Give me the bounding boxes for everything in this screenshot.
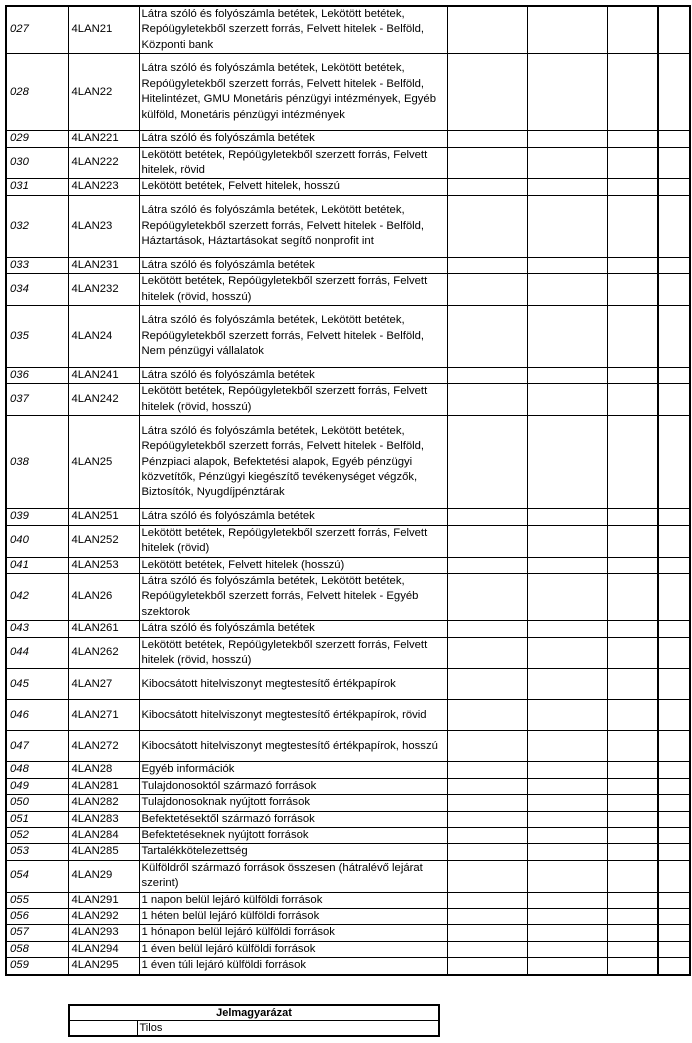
value-cell-4 [658,844,690,860]
value-cell-2 [527,669,607,700]
value-cell-4 [658,637,690,669]
table-row [6,573,690,620]
value-cell-1 [447,274,527,306]
value-cell-4 [658,416,690,509]
row-number: 053 [6,844,68,860]
table-row [6,131,690,147]
row-description: Befektetéseknek nyújtott források [139,827,447,843]
row-code: 4LAN223 [68,179,139,195]
value-cell-4 [658,573,690,620]
row-number: 035 [6,306,68,368]
value-cell-3 [607,147,658,179]
value-cell-2 [527,909,607,925]
value-cell-1 [447,762,527,778]
value-cell-3 [607,731,658,762]
value-cell-2 [527,925,607,941]
value-cell-2 [527,941,607,957]
table-row [6,795,690,811]
row-number: 042 [6,573,68,620]
row-number: 034 [6,274,68,306]
row-description: Látra szóló és folyószámla betétek [139,257,447,273]
value-cell-4 [658,621,690,637]
row-number: 055 [6,892,68,908]
row-number: 059 [6,958,68,975]
value-cell-3 [607,795,658,811]
row-code: 4LAN222 [68,147,139,179]
row-description: Egyéb információk [139,762,447,778]
value-cell-3 [607,762,658,778]
row-description: Lekötött betétek, Repóügyletekből szerzett forrás, Felvett hitelek (rövid) [139,525,447,557]
value-cell-4 [658,925,690,941]
table-row [6,811,690,827]
value-cell-2 [527,306,607,368]
value-cell-4 [658,525,690,557]
table-row [6,6,690,54]
value-cell-1 [447,416,527,509]
table-row [6,941,690,957]
value-cell-2 [527,573,607,620]
row-code: 4LAN23 [68,195,139,257]
row-number: 057 [6,925,68,941]
row-number: 046 [6,700,68,731]
value-cell-3 [607,257,658,273]
table-row [6,860,690,892]
row-description: Látra szóló és folyószámla betétek, Lekötött betétek, Repóügyletekből szerzett forrás, Felvett hitelek - Belföld, Központi bank [139,6,447,54]
legend-table [68,1004,440,1037]
value-cell-2 [527,368,607,384]
row-description: Tartalékkötelezettség [139,844,447,860]
value-cell-1 [447,6,527,54]
value-cell-2 [527,860,607,892]
value-cell-3 [607,306,658,368]
value-cell-4 [658,762,690,778]
value-cell-1 [447,179,527,195]
value-cell-4 [658,811,690,827]
value-cell-1 [447,195,527,257]
row-description: Lekötött betétek, Repóügyletekből szerzett forrás, Felvett hitelek (rövid, hosszú) [139,384,447,416]
row-code: 4LAN294 [68,941,139,957]
row-code: 4LAN241 [68,368,139,384]
value-cell-2 [527,54,607,131]
row-code: 4LAN293 [68,925,139,941]
value-cell-2 [527,257,607,273]
row-number: 029 [6,131,68,147]
table-row [6,147,690,179]
row-description: Látra szóló és folyószámla betétek, Lekötött betétek, Repóügyletekből szerzett forrás, Felvett hitelek - Belföld, Háztartások, Háztartásokat segítő nonprofit int [139,195,447,257]
value-cell-1 [447,384,527,416]
value-cell-3 [607,179,658,195]
value-cell-4 [658,384,690,416]
data-table [5,5,691,976]
table-row [6,700,690,731]
value-cell-3 [607,778,658,794]
value-cell-2 [527,795,607,811]
table-row [6,925,690,941]
value-cell-3 [607,700,658,731]
legend-title: Jelmagyarázat [69,1005,439,1021]
row-description: Lekötött betétek, Repóügyletekből szerzett forrás, Felvett hitelek (rövid, hosszú) [139,274,447,306]
value-cell-2 [527,557,607,573]
value-cell-3 [607,621,658,637]
value-cell-4 [658,557,690,573]
row-description: Látra szóló és folyószámla betétek [139,621,447,637]
value-cell-1 [447,860,527,892]
value-cell-3 [607,131,658,147]
row-code: 4LAN21 [68,6,139,54]
value-cell-3 [607,909,658,925]
table-row [6,762,690,778]
row-description: 1 hónapon belül lejáró külföldi források [139,925,447,941]
value-cell-4 [658,54,690,131]
value-cell-1 [447,54,527,131]
table-row [6,892,690,908]
value-cell-3 [607,637,658,669]
value-cell-3 [607,54,658,131]
value-cell-1 [447,795,527,811]
row-code: 4LAN261 [68,621,139,637]
value-cell-1 [447,131,527,147]
value-cell-2 [527,131,607,147]
row-code: 4LAN242 [68,384,139,416]
value-cell-1 [447,909,527,925]
row-description: 1 éven belül lejáró külföldi források [139,941,447,957]
value-cell-1 [447,892,527,908]
value-cell-2 [527,6,607,54]
row-code: 4LAN291 [68,892,139,908]
table-row [6,195,690,257]
row-number: 054 [6,860,68,892]
table-row [6,525,690,557]
table-body [6,6,690,975]
row-description: Látra szóló és folyószámla betétek, Lekötött betétek, Repóügyletekből szerzett forrás, Felvett hitelek - Belföld, Hitelintézet, GMU Monetáris pénzügyi intézmények, Egyéb külföld, Monetáris pénzügyi intézmények [139,54,447,131]
row-description: Tulajdonosoknak nyújtott források [139,795,447,811]
value-cell-4 [658,778,690,794]
value-cell-4 [658,509,690,525]
value-cell-2 [527,195,607,257]
row-description: Kibocsátott hitelviszonyt megtestesítő értékpapírok [139,669,447,700]
value-cell-2 [527,416,607,509]
table-row [6,368,690,384]
row-number: 040 [6,525,68,557]
table-row [6,179,690,195]
value-cell-1 [447,700,527,731]
value-cell-4 [658,827,690,843]
value-cell-2 [527,179,607,195]
value-cell-4 [658,941,690,957]
value-cell-1 [447,509,527,525]
value-cell-2 [527,525,607,557]
row-number: 030 [6,147,68,179]
legend-header-row [69,1005,439,1021]
row-code: 4LAN232 [68,274,139,306]
row-description: 1 napon belül lejáró külföldi források [139,892,447,908]
table-row [6,844,690,860]
value-cell-4 [658,860,690,892]
row-number: 058 [6,941,68,957]
value-cell-2 [527,147,607,179]
value-cell-1 [447,925,527,941]
row-description: Lekötött betétek, Repóügyletekből szerzett forrás, Felvett hitelek, rövid [139,147,447,179]
row-code: 4LAN221 [68,131,139,147]
row-description: Lekötött betétek, Repóügyletekből szerzett forrás, Felvett hitelek (rövid, hosszú) [139,637,447,669]
row-code: 4LAN27 [68,669,139,700]
row-number: 037 [6,384,68,416]
value-cell-1 [447,637,527,669]
row-code: 4LAN281 [68,778,139,794]
table-row [6,306,690,368]
value-cell-3 [607,557,658,573]
row-code: 4LAN26 [68,573,139,620]
value-cell-4 [658,731,690,762]
value-cell-4 [658,179,690,195]
row-description: Látra szóló és folyószámla betétek, Lekötött betétek, Repóügyletekből szerzett forrás, Felvett hitelek - Egyéb szektorok [139,573,447,620]
row-description: Lekötött betétek, Felvett hitelek (hosszú) [139,557,447,573]
table-row [6,669,690,700]
table-row [6,827,690,843]
row-description: Kibocsátott hitelviszonyt megtestesítő értékpapírok, rövid [139,700,447,731]
row-code: 4LAN271 [68,700,139,731]
row-number: 027 [6,6,68,54]
row-code: 4LAN28 [68,762,139,778]
value-cell-1 [447,811,527,827]
value-cell-4 [658,909,690,925]
table-row [6,778,690,794]
row-description: Tulajdonosoktól származó források [139,778,447,794]
value-cell-1 [447,147,527,179]
row-number: 052 [6,827,68,843]
row-code: 4LAN22 [68,54,139,131]
value-cell-1 [447,257,527,273]
value-cell-2 [527,844,607,860]
legend-item-row [69,1021,439,1037]
value-cell-1 [447,368,527,384]
row-number: 049 [6,778,68,794]
value-cell-2 [527,892,607,908]
row-number: 041 [6,557,68,573]
legend-item-label: Tilos [137,1021,439,1037]
row-description: 1 éven túli lejáró külföldi források [139,958,447,975]
value-cell-4 [658,368,690,384]
row-code: 4LAN231 [68,257,139,273]
row-number: 047 [6,731,68,762]
value-cell-2 [527,762,607,778]
value-cell-2 [527,827,607,843]
row-number: 028 [6,54,68,131]
value-cell-2 [527,778,607,794]
value-cell-2 [527,384,607,416]
value-cell-4 [658,892,690,908]
table-row [6,909,690,925]
value-cell-3 [607,525,658,557]
value-cell-4 [658,257,690,273]
value-cell-3 [607,941,658,957]
row-description: Látra szóló és folyószámla betétek, Lekötött betétek, Repóügyletekből szerzett forrás, Felvett hitelek - Belföld, Pénzpiaci alapok, Befektetési alapok, Egyéb pénzügyi közvetítők, Pénzügyi kiegészítő tevékenységet végzők, Biztosítók, Nyugdíjpénztárak [139,416,447,509]
table-row [6,509,690,525]
table-row [6,731,690,762]
value-cell-2 [527,509,607,525]
value-cell-1 [447,731,527,762]
value-cell-3 [607,384,658,416]
value-cell-4 [658,700,690,731]
row-code: 4LAN29 [68,860,139,892]
value-cell-1 [447,958,527,975]
value-cell-2 [527,700,607,731]
table-row [6,621,690,637]
row-description: Látra szóló és folyószámla betétek, Lekötött betétek, Repóügyletekből szerzett forrás, Felvett hitelek - Belföld, Nem pénzügyi vállalatok [139,306,447,368]
value-cell-4 [658,306,690,368]
row-description: Látra szóló és folyószámla betétek [139,131,447,147]
value-cell-1 [447,844,527,860]
value-cell-3 [607,811,658,827]
value-cell-2 [527,731,607,762]
value-cell-2 [527,274,607,306]
legend-swatch [69,1021,137,1037]
value-cell-4 [658,131,690,147]
row-number: 048 [6,762,68,778]
row-description: Kibocsátott hitelviszonyt megtestesítő értékpapírok, hosszú [139,731,447,762]
table-row [6,257,690,273]
row-code: 4LAN283 [68,811,139,827]
row-description: Látra szóló és folyószámla betétek [139,368,447,384]
table-row [6,637,690,669]
row-code: 4LAN24 [68,306,139,368]
value-cell-3 [607,573,658,620]
row-number: 050 [6,795,68,811]
row-code: 4LAN252 [68,525,139,557]
value-cell-1 [447,669,527,700]
row-code: 4LAN292 [68,909,139,925]
row-code: 4LAN25 [68,416,139,509]
value-cell-3 [607,195,658,257]
row-description: Látra szóló és folyószámla betétek [139,509,447,525]
row-description: Befektetésektől származó források [139,811,447,827]
row-number: 043 [6,621,68,637]
value-cell-3 [607,416,658,509]
row-description: Külföldről származó források összesen (hátralévő lejárat szerint) [139,860,447,892]
row-number: 031 [6,179,68,195]
value-cell-1 [447,557,527,573]
value-cell-4 [658,958,690,975]
value-cell-2 [527,958,607,975]
row-number: 032 [6,195,68,257]
row-number: 036 [6,368,68,384]
value-cell-3 [607,827,658,843]
value-cell-1 [447,525,527,557]
value-cell-3 [607,844,658,860]
value-cell-2 [527,637,607,669]
row-code: 4LAN251 [68,509,139,525]
row-code: 4LAN284 [68,827,139,843]
value-cell-3 [607,892,658,908]
value-cell-3 [607,669,658,700]
value-cell-4 [658,669,690,700]
row-number: 038 [6,416,68,509]
row-number: 033 [6,257,68,273]
value-cell-4 [658,195,690,257]
table-row [6,384,690,416]
row-description: Lekötött betétek, Felvett hitelek, hosszú [139,179,447,195]
table-row [6,557,690,573]
value-cell-1 [447,827,527,843]
row-code: 4LAN253 [68,557,139,573]
row-number: 044 [6,637,68,669]
value-cell-1 [447,941,527,957]
value-cell-3 [607,368,658,384]
table-row [6,416,690,509]
value-cell-4 [658,274,690,306]
value-cell-1 [447,573,527,620]
row-number: 056 [6,909,68,925]
value-cell-4 [658,147,690,179]
value-cell-1 [447,621,527,637]
table-row [6,958,690,975]
row-code: 4LAN295 [68,958,139,975]
row-code: 4LAN272 [68,731,139,762]
value-cell-2 [527,621,607,637]
value-cell-3 [607,509,658,525]
value-cell-2 [527,811,607,827]
value-cell-1 [447,778,527,794]
table-row [6,274,690,306]
value-cell-3 [607,6,658,54]
value-cell-4 [658,6,690,54]
table-row [6,54,690,131]
value-cell-3 [607,860,658,892]
row-number: 051 [6,811,68,827]
row-number: 045 [6,669,68,700]
row-code: 4LAN262 [68,637,139,669]
value-cell-1 [447,306,527,368]
value-cell-3 [607,274,658,306]
row-code: 4LAN285 [68,844,139,860]
row-code: 4LAN282 [68,795,139,811]
row-number: 039 [6,509,68,525]
value-cell-3 [607,958,658,975]
row-description: 1 héten belül lejáró külföldi források [139,909,447,925]
value-cell-3 [607,925,658,941]
value-cell-4 [658,795,690,811]
